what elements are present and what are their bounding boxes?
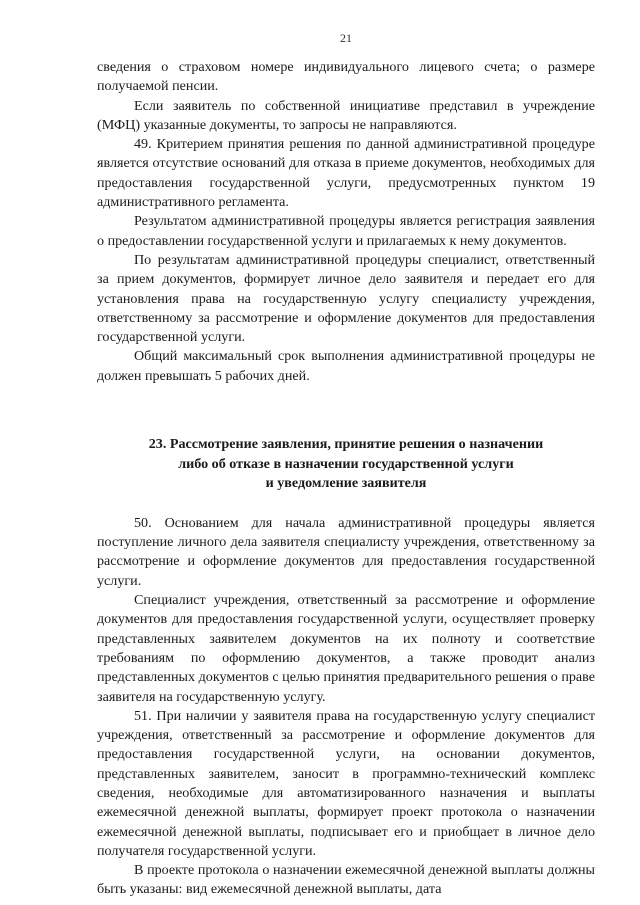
- paragraph-protocol-draft: В проекте протокола о назначении ежемесячной денежной выплаты должны быть указаны: вид ежемесячной денежной выплаты, дата: [97, 862, 595, 898]
- paragraph-item-49: 49. Критерием принятия решения по данной административной процедуре является отсутствие оснований для отказа в приеме документов, необходимых для предоставления государственной услуги, предусмотренных пунктом 19 административного регламента.: [97, 136, 595, 211]
- paragraph-specialist-check: Специалист учреждения, ответственный за рассмотрение и оформление документов для предоставления государственной услуги, осуществляет проверку представленных заявителем документов на их полноту и соответствие требованиям по оформлению документов, а также проводит анализ представленных документов с целью принятия предварительного решения о праве заявителя на государственную услугу.: [97, 592, 595, 705]
- paragraph-item-51: 51. При наличии у заявителя права на государственную услугу специалист учреждения, ответственный за рассмотрение и оформление документов для предоставления государственной услуги, на основании документов, представленных заявителем, заносит в программно-технический комплекс сведения, необходимые для автоматизированного назначения и выплаты ежемесячной денежной выплаты, формирует проект протокола о назначении ежемесячной денежной выплаты, подписывает его и приобщает в личное дело получателя государственной услуги.: [97, 707, 595, 859]
- page-number: 21: [340, 31, 352, 45]
- section-heading: [97, 435, 595, 494]
- paragraph-item-50: 50. Основанием для начала административной процедуры является поступление личного дела заявителя специалисту учреждения, ответственному за рассмотрение и оформление документов для предоставления государственной услуги.: [97, 514, 595, 589]
- paragraph-result: Результатом административной процедуры является регистрация заявления о предоставлении государственной услуги и прилагаемых к нему документов.: [97, 213, 595, 249]
- section-heading-line-2: либо об отказе в назначении государственной услуги: [178, 455, 514, 472]
- section-heading-line-1: 23. Рассмотрение заявления, принятие решения о назначении: [148, 436, 544, 453]
- paragraph-self-initiative: Если заявитель по собственной инициативе представил в учреждение (МФЦ) указанные документы, то запросы не направляются.: [97, 97, 595, 133]
- section-spacer: [97, 386, 595, 435]
- paragraph-continuation: сведения о страховом номере индивидуального лицевого счета; о размере получаемой пенсии.: [97, 59, 595, 95]
- heading-spacer: [97, 494, 595, 514]
- paragraph-max-term: Общий максимальный срок выполнения административной процедуры не должен превышать 5 рабочих дней.: [97, 348, 595, 384]
- document-body: [97, 58, 595, 900]
- paragraph-personal-file: По результатам административной процедуры специалист, ответственный за прием документов, формирует личное дело заявителя и передает его для установления права на государственную услугу специалисту учреждения, ответственному за рассмотрение и оформление документов для предоставления государственной услуги.: [97, 251, 595, 346]
- section-heading-line-3: и уведомление заявителя: [265, 475, 427, 492]
